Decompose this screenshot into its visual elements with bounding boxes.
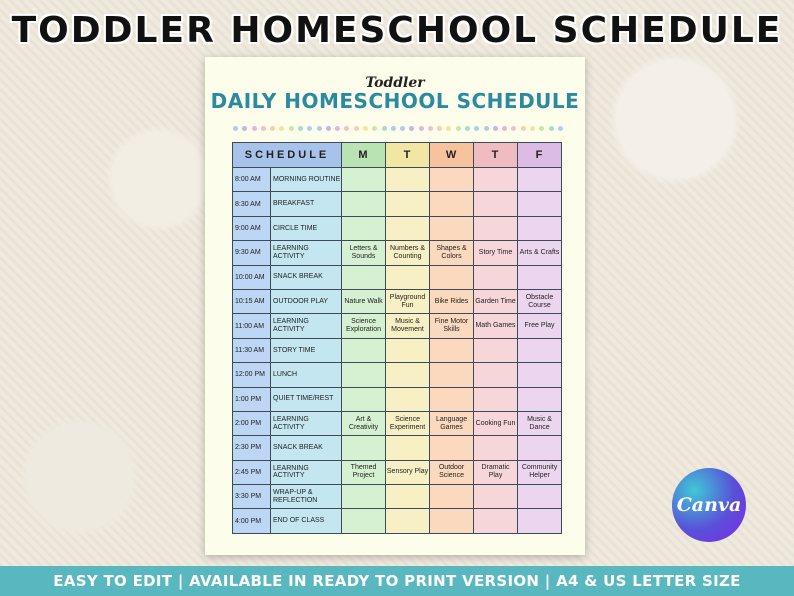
- cell-friday: [518, 363, 562, 387]
- cell-wednesday: [430, 436, 474, 460]
- activity-cell: WRAP-UP & REFLECTION: [271, 485, 342, 509]
- schedule-table: [232, 142, 562, 534]
- time-cell: 12:00 PM: [233, 363, 271, 387]
- day-header-friday: F: [518, 143, 562, 168]
- cell-wednesday: [430, 216, 474, 240]
- cell-wednesday: Shapes & Colors: [430, 241, 474, 265]
- table-row: [233, 436, 562, 460]
- cell-tuesday: Playground Fun: [386, 289, 430, 313]
- cell-monday: [342, 192, 386, 216]
- table-row: [233, 509, 562, 533]
- cell-monday: Art & Creativity: [342, 411, 386, 435]
- cell-friday: [518, 168, 562, 192]
- cell-wednesday: Fine Motor Skills: [430, 314, 474, 338]
- decorative-dot: [326, 126, 331, 131]
- table-row: [233, 265, 562, 289]
- cell-tuesday: [386, 338, 430, 362]
- cell-friday: [518, 509, 562, 533]
- time-cell: 1:00 PM: [233, 387, 271, 411]
- cell-monday: Science Exploration: [342, 314, 386, 338]
- cell-friday: [518, 387, 562, 411]
- decorative-dot: [261, 126, 266, 131]
- cell-tuesday: Science Experiment: [386, 411, 430, 435]
- table-row: [233, 460, 562, 484]
- cell-tuesday: Numbers & Counting: [386, 241, 430, 265]
- time-cell: 10:00 AM: [233, 265, 271, 289]
- cell-monday: [342, 216, 386, 240]
- cell-thursday: Garden Time: [474, 289, 518, 313]
- cell-wednesday: Outdoor Science: [430, 460, 474, 484]
- cell-friday: [518, 338, 562, 362]
- time-cell: 10:15 AM: [233, 289, 271, 313]
- decorative-dot: [344, 126, 349, 131]
- schedule-sheet: [205, 57, 585, 555]
- time-cell: 2:30 PM: [233, 436, 271, 460]
- canva-label: Canva: [676, 494, 742, 516]
- decorative-dot: [242, 126, 247, 131]
- day-header-monday: M: [342, 143, 386, 168]
- cell-monday: Letters & Sounds: [342, 241, 386, 265]
- time-cell: 8:30 AM: [233, 192, 271, 216]
- table-row: [233, 192, 562, 216]
- decorative-dot: [307, 126, 312, 131]
- cell-tuesday: [386, 265, 430, 289]
- cell-thursday: Dramatic Play: [474, 460, 518, 484]
- cell-friday: Music & Dance: [518, 411, 562, 435]
- decorative-dot: [549, 126, 554, 131]
- activity-cell: STORY TIME: [271, 338, 342, 362]
- table-row: [233, 289, 562, 313]
- activity-cell: LEARNING ACTIVITY: [271, 241, 342, 265]
- cell-monday: [342, 363, 386, 387]
- cell-tuesday: [386, 363, 430, 387]
- decorative-dot: [456, 126, 461, 131]
- decorative-dot: [437, 126, 442, 131]
- decorative-dot: [465, 126, 470, 131]
- cell-tuesday: [386, 436, 430, 460]
- cell-tuesday: [386, 216, 430, 240]
- cell-monday: [342, 387, 386, 411]
- table-row: [233, 168, 562, 192]
- cell-wednesday: [430, 485, 474, 509]
- cell-monday: Themed Project: [342, 460, 386, 484]
- table-row: [233, 216, 562, 240]
- canva-logo-icon: [672, 468, 746, 542]
- day-header-thursday: T: [474, 143, 518, 168]
- cell-friday: [518, 216, 562, 240]
- time-cell: 4:00 PM: [233, 509, 271, 533]
- cell-tuesday: [386, 387, 430, 411]
- time-cell: 8:00 AM: [233, 168, 271, 192]
- cell-thursday: Math Games: [474, 314, 518, 338]
- footer-banner: EASY TO EDIT | AVAILABLE IN READY TO PRINT VERSION | A4 & US LETTER SIZE: [0, 566, 794, 596]
- cell-thursday: [474, 192, 518, 216]
- decorative-dot: [400, 126, 405, 131]
- cell-tuesday: [386, 485, 430, 509]
- cell-tuesday: Music & Movement: [386, 314, 430, 338]
- activity-cell: CIRCLE TIME: [271, 216, 342, 240]
- cell-thursday: [474, 436, 518, 460]
- time-cell: 11:00 AM: [233, 314, 271, 338]
- decorative-dot: [317, 126, 322, 131]
- cell-thursday: [474, 363, 518, 387]
- cell-monday: [342, 168, 386, 192]
- cell-wednesday: [430, 265, 474, 289]
- decorative-dot: [252, 126, 257, 131]
- schedule-body: [233, 168, 562, 534]
- time-cell: 2:45 PM: [233, 460, 271, 484]
- cell-friday: [518, 436, 562, 460]
- decorative-dot: [419, 126, 424, 131]
- cell-thursday: [474, 168, 518, 192]
- decorative-dot: [270, 126, 275, 131]
- decorative-dot: [474, 126, 479, 131]
- table-header-row: [233, 143, 562, 168]
- decorative-dot: [298, 126, 303, 131]
- cell-friday: Arts & Crafts: [518, 241, 562, 265]
- cell-monday: Nature Walk: [342, 289, 386, 313]
- decorative-dot: [530, 126, 535, 131]
- decorative-dot: [511, 126, 516, 131]
- activity-cell: LUNCH: [271, 363, 342, 387]
- activity-cell: BREAKFAST: [271, 192, 342, 216]
- activity-cell: MORNING ROUTINE: [271, 168, 342, 192]
- cell-wednesday: [430, 338, 474, 362]
- cell-monday: [342, 265, 386, 289]
- cell-tuesday: [386, 192, 430, 216]
- cell-thursday: [474, 509, 518, 533]
- cell-monday: [342, 436, 386, 460]
- day-header-wednesday: W: [430, 143, 474, 168]
- cell-friday: Community Helper: [518, 460, 562, 484]
- cell-thursday: [474, 338, 518, 362]
- table-row: [233, 411, 562, 435]
- decorative-dot: [558, 126, 563, 131]
- table-row: [233, 241, 562, 265]
- cell-friday: [518, 265, 562, 289]
- time-cell: 2:00 PM: [233, 411, 271, 435]
- sheet-subtitle: Toddler: [365, 75, 425, 91]
- decorative-dot: [382, 126, 387, 131]
- activity-cell: SNACK BREAK: [271, 265, 342, 289]
- sheet-title: DAILY HOMESCHOOL SCHEDULE: [210, 89, 580, 113]
- cell-friday: Free Play: [518, 314, 562, 338]
- decorative-dot: [363, 126, 368, 131]
- table-row: [233, 338, 562, 362]
- activity-cell: QUIET TIME/REST: [271, 387, 342, 411]
- cell-wednesday: Bike Rides: [430, 289, 474, 313]
- cell-friday: Obstacle Course: [518, 289, 562, 313]
- cell-wednesday: Language Games: [430, 411, 474, 435]
- cell-thursday: [474, 485, 518, 509]
- time-cell: 9:00 AM: [233, 216, 271, 240]
- cell-thursday: [474, 387, 518, 411]
- cell-tuesday: [386, 509, 430, 533]
- cell-wednesday: [430, 509, 474, 533]
- banner-title: TODDLER HOMESCHOOL SCHEDULE: [11, 10, 783, 51]
- decorative-dot: [289, 126, 294, 131]
- decorative-dot: [446, 126, 451, 131]
- table-row: [233, 363, 562, 387]
- day-header-tuesday: T: [386, 143, 430, 168]
- decorative-dot: [354, 126, 359, 131]
- cell-thursday: Story Time: [474, 241, 518, 265]
- cell-thursday: Cooking Fun: [474, 411, 518, 435]
- decorative-dot: [409, 126, 414, 131]
- schedule-header: SCHEDULE: [233, 143, 342, 168]
- decorative-dot: [372, 126, 377, 131]
- cell-tuesday: Sensory Play: [386, 460, 430, 484]
- activity-cell: END OF CLASS: [271, 509, 342, 533]
- decorative-dot: [539, 126, 544, 131]
- decorative-dot: [502, 126, 507, 131]
- cell-monday: [342, 338, 386, 362]
- table-row: [233, 387, 562, 411]
- activity-cell: SNACK BREAK: [271, 436, 342, 460]
- table-row: [233, 485, 562, 509]
- decorative-dot: [521, 126, 526, 131]
- decorative-dot: [233, 126, 238, 131]
- cell-wednesday: [430, 363, 474, 387]
- cell-friday: [518, 485, 562, 509]
- cell-thursday: [474, 216, 518, 240]
- decorative-dot: [484, 126, 489, 131]
- table-row: [233, 314, 562, 338]
- decorative-dot: [428, 126, 433, 131]
- activity-cell: LEARNING ACTIVITY: [271, 411, 342, 435]
- time-cell: 11:30 AM: [233, 338, 271, 362]
- cell-thursday: [474, 265, 518, 289]
- activity-cell: OUTDOOR PLAY: [271, 289, 342, 313]
- cell-friday: [518, 192, 562, 216]
- cell-tuesday: [386, 168, 430, 192]
- activity-cell: LEARNING ACTIVITY: [271, 314, 342, 338]
- time-cell: 3:30 PM: [233, 485, 271, 509]
- decorative-dot: [279, 126, 284, 131]
- cell-monday: [342, 509, 386, 533]
- cell-monday: [342, 485, 386, 509]
- time-cell: 9:30 AM: [233, 241, 271, 265]
- cell-wednesday: [430, 387, 474, 411]
- cell-wednesday: [430, 192, 474, 216]
- activity-cell: LEARNING ACTIVITY: [271, 460, 342, 484]
- decorative-dot: [493, 126, 498, 131]
- cell-wednesday: [430, 168, 474, 192]
- decorative-dot: [335, 126, 340, 131]
- decorative-dots: [233, 126, 563, 132]
- decorative-dot: [391, 126, 396, 131]
